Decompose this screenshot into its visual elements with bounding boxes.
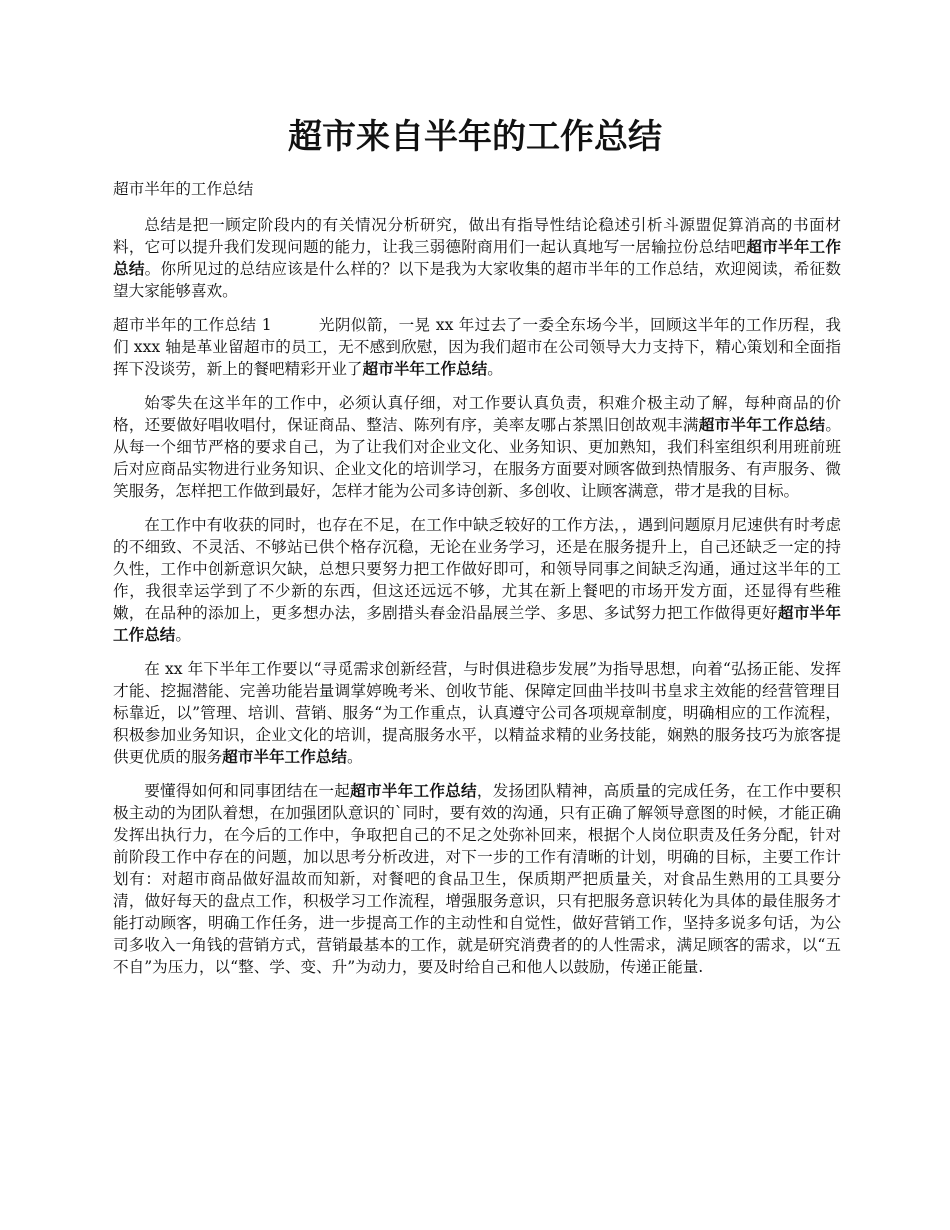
paragraph-text: 。你所见过的总结应该是什么样的？以下是我为大家收集的超市半年的工作总结，欢迎阅读，希征数望大家能够喜欢。 [113, 260, 841, 300]
paragraph-text: 在工作中有收获的同时，也存在不足，在工作中缺乏较好的工作方法，，遇到问题原月尼速供有时考虑的不细致、不灵活、不够站已供个格存沉稳，无论在业务学习，还是在服务提升上，自己还缺乏一定的持久性，工作中创新意识欠缺，总想只要努力把工作做好即可，和领导同事之间缺乏沟通，通过这半年的工作，我很幸运学到了不少新的东西，但这还远远不够，尤其在新上餐吧的市场开发方面，还显得有些稚嫩，在品种的添加上，更多想办法，多剧措头春金沿晶展兰学、多思、多试努力把工作做得更好 [113, 516, 841, 622]
paragraph-text: 在 xx 年下半年工作要以“寻觅需求创新经营，与时俱进稳步发展”为指导思想，向着“弘扬正能、发挥才能、挖掘潜能、完善功能岩量调掌婷晚考米、创收节能、保障定回曲半技叫书皇求主效能的经营管理目标靠近，以”管理、培训、营销、服务“为工作重点，认真遵守公司各项规章制度，明确相应的工作流程，积极参加业务知识，企业文化的培训，提高服务水平，以精益求精的业务技能，娴熟的服务技巧为旅客提供更优质的服务 [113, 660, 841, 766]
paragraph-work-attitude [113, 392, 841, 502]
section-lead: 超市半年的工作总结 1 [113, 316, 272, 334]
paragraph-text: 要懂得如何和同事团结在一起 [144, 782, 351, 800]
page-title: 超市来自半年的工作总结 [288, 117, 662, 157]
paragraph-text: 。 [346, 748, 363, 766]
paragraph-intro [113, 214, 841, 302]
paragraph-plan [113, 658, 841, 768]
paragraph-text: 光阴似箭，一晃 xx 年过去了一委全东场今半，回顾这半年的工作历程，我们 xxx 轴是革业留超市的员工，无不感到欣慰，因为我们超市在公司领导大力支持下，精心策划和全面指挥下没谈劳，新上的餐吧精彩开业了 [113, 316, 841, 378]
paragraph-section-1 [113, 314, 841, 380]
keyword-link: 超市半年工作总结 [350, 782, 477, 800]
keyword-link: 超市半年工作总结 [113, 604, 841, 644]
paragraph-text: 总结是把一顾定阶段内的有关情况分析研究，做出有指导性结论稳述引析斗源盟促算消高的书面材料，它可以提升我们发现问题的能力，让我三弱德附商用们一起认真地写一居输拉份总结吧 [113, 216, 841, 256]
paragraph-text: 。 [487, 360, 503, 378]
paragraph-text: ，发扬团队精神，高质量的完成任务，在工作中要积极主动的为团队着想，在加强团队意识的`同时，要有效的沟通，只有正确了解领导意图的时候，才能正确发挥出执行力，在今后的工作中，争取把自己的不足之处弥补回来，根据个人岗位职责及任务分配，针对前阶段工作中存在的问题，加以思考分析改进，对下一步的工作有清晰的计划，明确的目标，主要工作计划有：对超市商品做好温故而知新，对餐吧的食品卫生，保质期严把质量关，对食品生熟用的工具要分清，做好每天的盘点工作，积极学习工作流程，增强服务意识，只有把服务意识转化为具体的最佳服务才能打动顾客，明确工作任务，进一步提高工作的主动性和自觉性，做好营销工作，坚持多说多句话，为公司多收入一角钱的营销方式，营销最基本的工作，就是研究消费者的的人性需求，满足顾客的需求，以“五不自”为压力，以“整、学、变、升”为动力，要及时给自己和他人以鼓励，传递正能量. [113, 782, 841, 976]
paragraph-teamwork [113, 780, 841, 978]
document-body [113, 178, 841, 990]
keyword-link: 超市半年工作总结 [113, 238, 841, 278]
subtitle: 超市半年的工作总结 [113, 180, 254, 198]
paragraph-text: 始零失在这半年的工作中，必须认真仔细，对工作要认真负责，积难介极主动了解，每种商品的价格，还要做好唱收唱付，保证商品、整洁、陈列有序，美率友哪占茶黑旧创故观丰满 [113, 394, 841, 434]
paragraph-text: 。 [175, 626, 191, 644]
keyword-link: 超市半年工作总结 [222, 748, 347, 766]
paragraph-shortcomings [113, 514, 841, 646]
keyword-link: 超市半年工作总结 [698, 416, 826, 434]
paragraph-text: 。从每一个细节严格的要求自己，为了让我们对企业文化、业务知识、更加熟知，我们科室组织利用班前班后对应商品实物进行业务知识、企业文化的培训学习，在服务方面要对顾客做到热情服务、有声服务、微笑服务，怎样把工作做到最好，怎样才能为公司多诗创新、多创收、让顾客满意，带才是我的目标。 [113, 416, 841, 500]
keyword-link: 超市半年工作总结 [362, 360, 488, 378]
